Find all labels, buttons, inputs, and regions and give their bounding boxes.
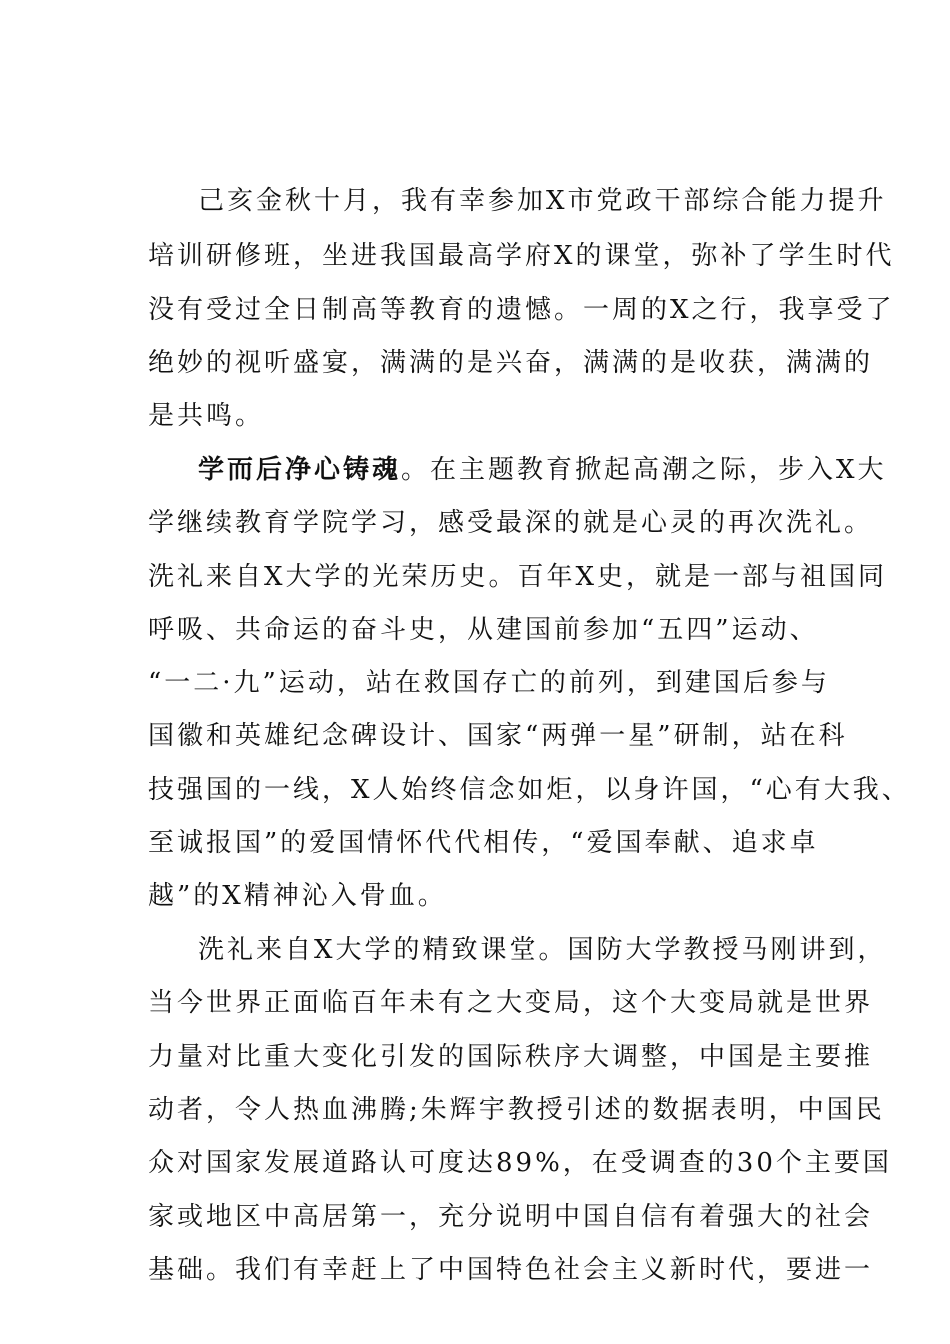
paragraph-line: 呼吸、共命运的奋斗史，从建国前参加“五四”运动、 — [148, 615, 819, 645]
paragraph-line: “一二·九”运动，站在救国存亡的前列，到建国后参与 — [148, 668, 830, 698]
paragraph-line: 当今世界正面临百年未有之大变局，这个大变局就是世界 — [148, 988, 874, 1018]
paragraph-line: 学继续教育学院学习，感受最深的就是心灵的再次洗礼。 — [148, 508, 874, 538]
paragraph-line: 越”的X精神沁入骨血。 — [148, 881, 447, 911]
document-title — [0, 134, 950, 170]
paragraph-line: 培训研修班，坐进我国最高学府X的课堂，弥补了学生时代 — [148, 241, 895, 271]
paragraph-line — [198, 452, 887, 488]
paragraph-line: 绝妙的视听盛宴，满满的是兴奋，满满的是收获，满满的 — [148, 348, 874, 378]
paragraph-line: 洗礼来自X大学的精致课堂。国防大学教授马刚讲到， — [198, 935, 887, 965]
paragraph-line: 至诚报国”的爱国情怀代代相传，“爱国奉献、追求卓 — [148, 828, 819, 858]
section-heading: 学而后净心铸魂 — [198, 455, 402, 485]
paragraph-line: 己亥金秋十月，我有幸参加X市党政干部综合能力提升 — [198, 186, 887, 216]
paragraph-line: 没有受过全日制高等教育的遗憾。一周的X之行，我享受了 — [148, 295, 895, 325]
paragraph-line: 洗礼来自X大学的光荣历史。百年X史，就是一部与祖国同 — [148, 562, 888, 592]
paragraph-line: 是共鸣。 — [148, 401, 265, 431]
paragraph-line: 基础。我们有幸赶上了中国特色社会主义新时代，要进一 — [148, 1255, 874, 1285]
paragraph-line: 众对国家发展道路认可度达89%，在受调查的30个主要国 — [148, 1148, 892, 1178]
paragraph-line: 力量对比重大变化引发的国际秩序大调整，中国是主要推 — [148, 1042, 874, 1072]
paragraph-line: 家或地区中高居第一，充分说明中国自信有着强大的社会 — [148, 1202, 874, 1232]
paragraph-line: 动者，令人热血沸腾;朱辉宇教授引述的数据表明，中国民 — [148, 1095, 885, 1125]
paragraph-text: 。在主题教育掀起高潮之际，步入X大 — [401, 455, 887, 485]
paragraph-line: 技强国的一线，X人始终信念如炬，以身许国，“心有大我、 — [148, 775, 911, 805]
paragraph-line: 国徽和英雄纪念碑设计、国家“两弹一星”研制，站在科 — [148, 721, 848, 751]
